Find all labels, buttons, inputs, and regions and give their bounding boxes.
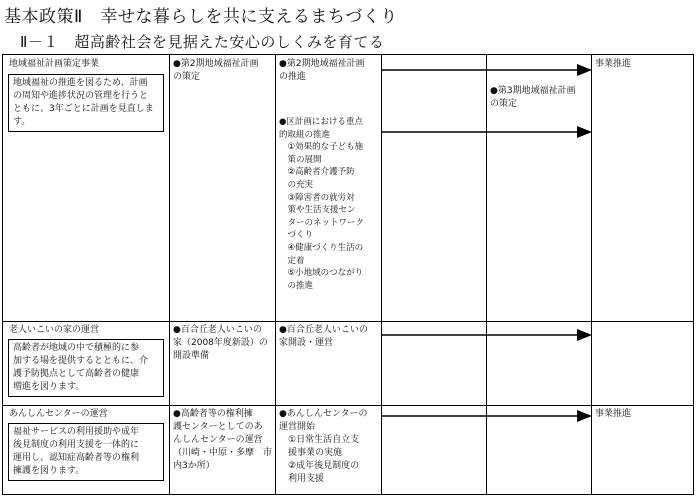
page-subtitle: Ⅱ－１ 超高齢社会を見据えた安心のしくみを育てる bbox=[20, 33, 385, 51]
row-1-col2a: ●第2期地域福祉計画 の推進 bbox=[279, 59, 365, 82]
row-3-name: あんしんセンターの運営 bbox=[9, 409, 108, 419]
row-2-col2: ●百合丘老人いこいの 家開設・運営 bbox=[279, 325, 368, 348]
column-divider bbox=[381, 55, 382, 494]
row-2-col1: ●百合丘老人いこいの 家（2008年度新設）の 開設準備 bbox=[173, 325, 268, 361]
timeline-arrow bbox=[381, 329, 593, 341]
row-1-description: 地域福祉の推進を図るため、計画 の周知や進捗状況の管理を行うと ともに、3年ごとに計画を見直しま す。 bbox=[8, 74, 164, 132]
column-divider bbox=[169, 55, 170, 494]
row-3-col1: ●高齢者等の権利擁 護センターとしてのあ んしんセンターの運営 （川崎・中原・多摩 市 内3か所） bbox=[173, 409, 273, 471]
row-2-name: 老人いこいの家の運営 bbox=[9, 325, 100, 335]
page-title: 基本政策Ⅱ 幸せな暮らしを共に支えるまちづくり bbox=[4, 7, 398, 27]
timeline-arrow bbox=[381, 410, 593, 422]
row-1-col6: 事業推進 bbox=[595, 59, 632, 69]
row-divider bbox=[3, 405, 693, 406]
row-1-name: 地域福祉計画策定事業 bbox=[9, 59, 100, 69]
column-divider bbox=[275, 55, 276, 494]
column-divider bbox=[591, 55, 592, 494]
timeline-arrow bbox=[381, 64, 593, 76]
row-1-col1: ●第2期地域福祉計画 の策定 bbox=[173, 59, 259, 82]
row-3-description: 福祉サービスの利用援助や成年 後見制度の利用支援を一体的に 運用し、認知症高齢者等の権利 擁護を図ります。 bbox=[8, 423, 164, 481]
timeline-arrow bbox=[381, 126, 593, 138]
row-3-col2: ●あんしんセンターの 運営開始 ①日常生活自立支 援事業の実施 ②成年後見制度の 利用支援 bbox=[279, 409, 368, 484]
plan-table bbox=[2, 54, 694, 495]
row-1-col2b: ●区計画における重点 的取組の推進 ①効果的な子ども施 策の展開 ②高齢者介護予防 の充実 ③障害者の就労対 策や生活支援セン ターのネットワーク づくり ④健康づくり生活の 定着 ⑤小地域のつながり の推進 bbox=[279, 117, 365, 291]
row-3-col6: 事業推進 bbox=[595, 409, 632, 419]
column-divider bbox=[486, 55, 487, 494]
row-2-description: 高齢者が地域の中で積極的に参 加する場を提供するとともに、介 護予防拠点として高齢者の健康 増進を図ります。 bbox=[8, 339, 164, 397]
row-divider bbox=[3, 321, 693, 322]
row-1-col4: ●第3期地域福祉計画 の策定 bbox=[490, 86, 576, 109]
